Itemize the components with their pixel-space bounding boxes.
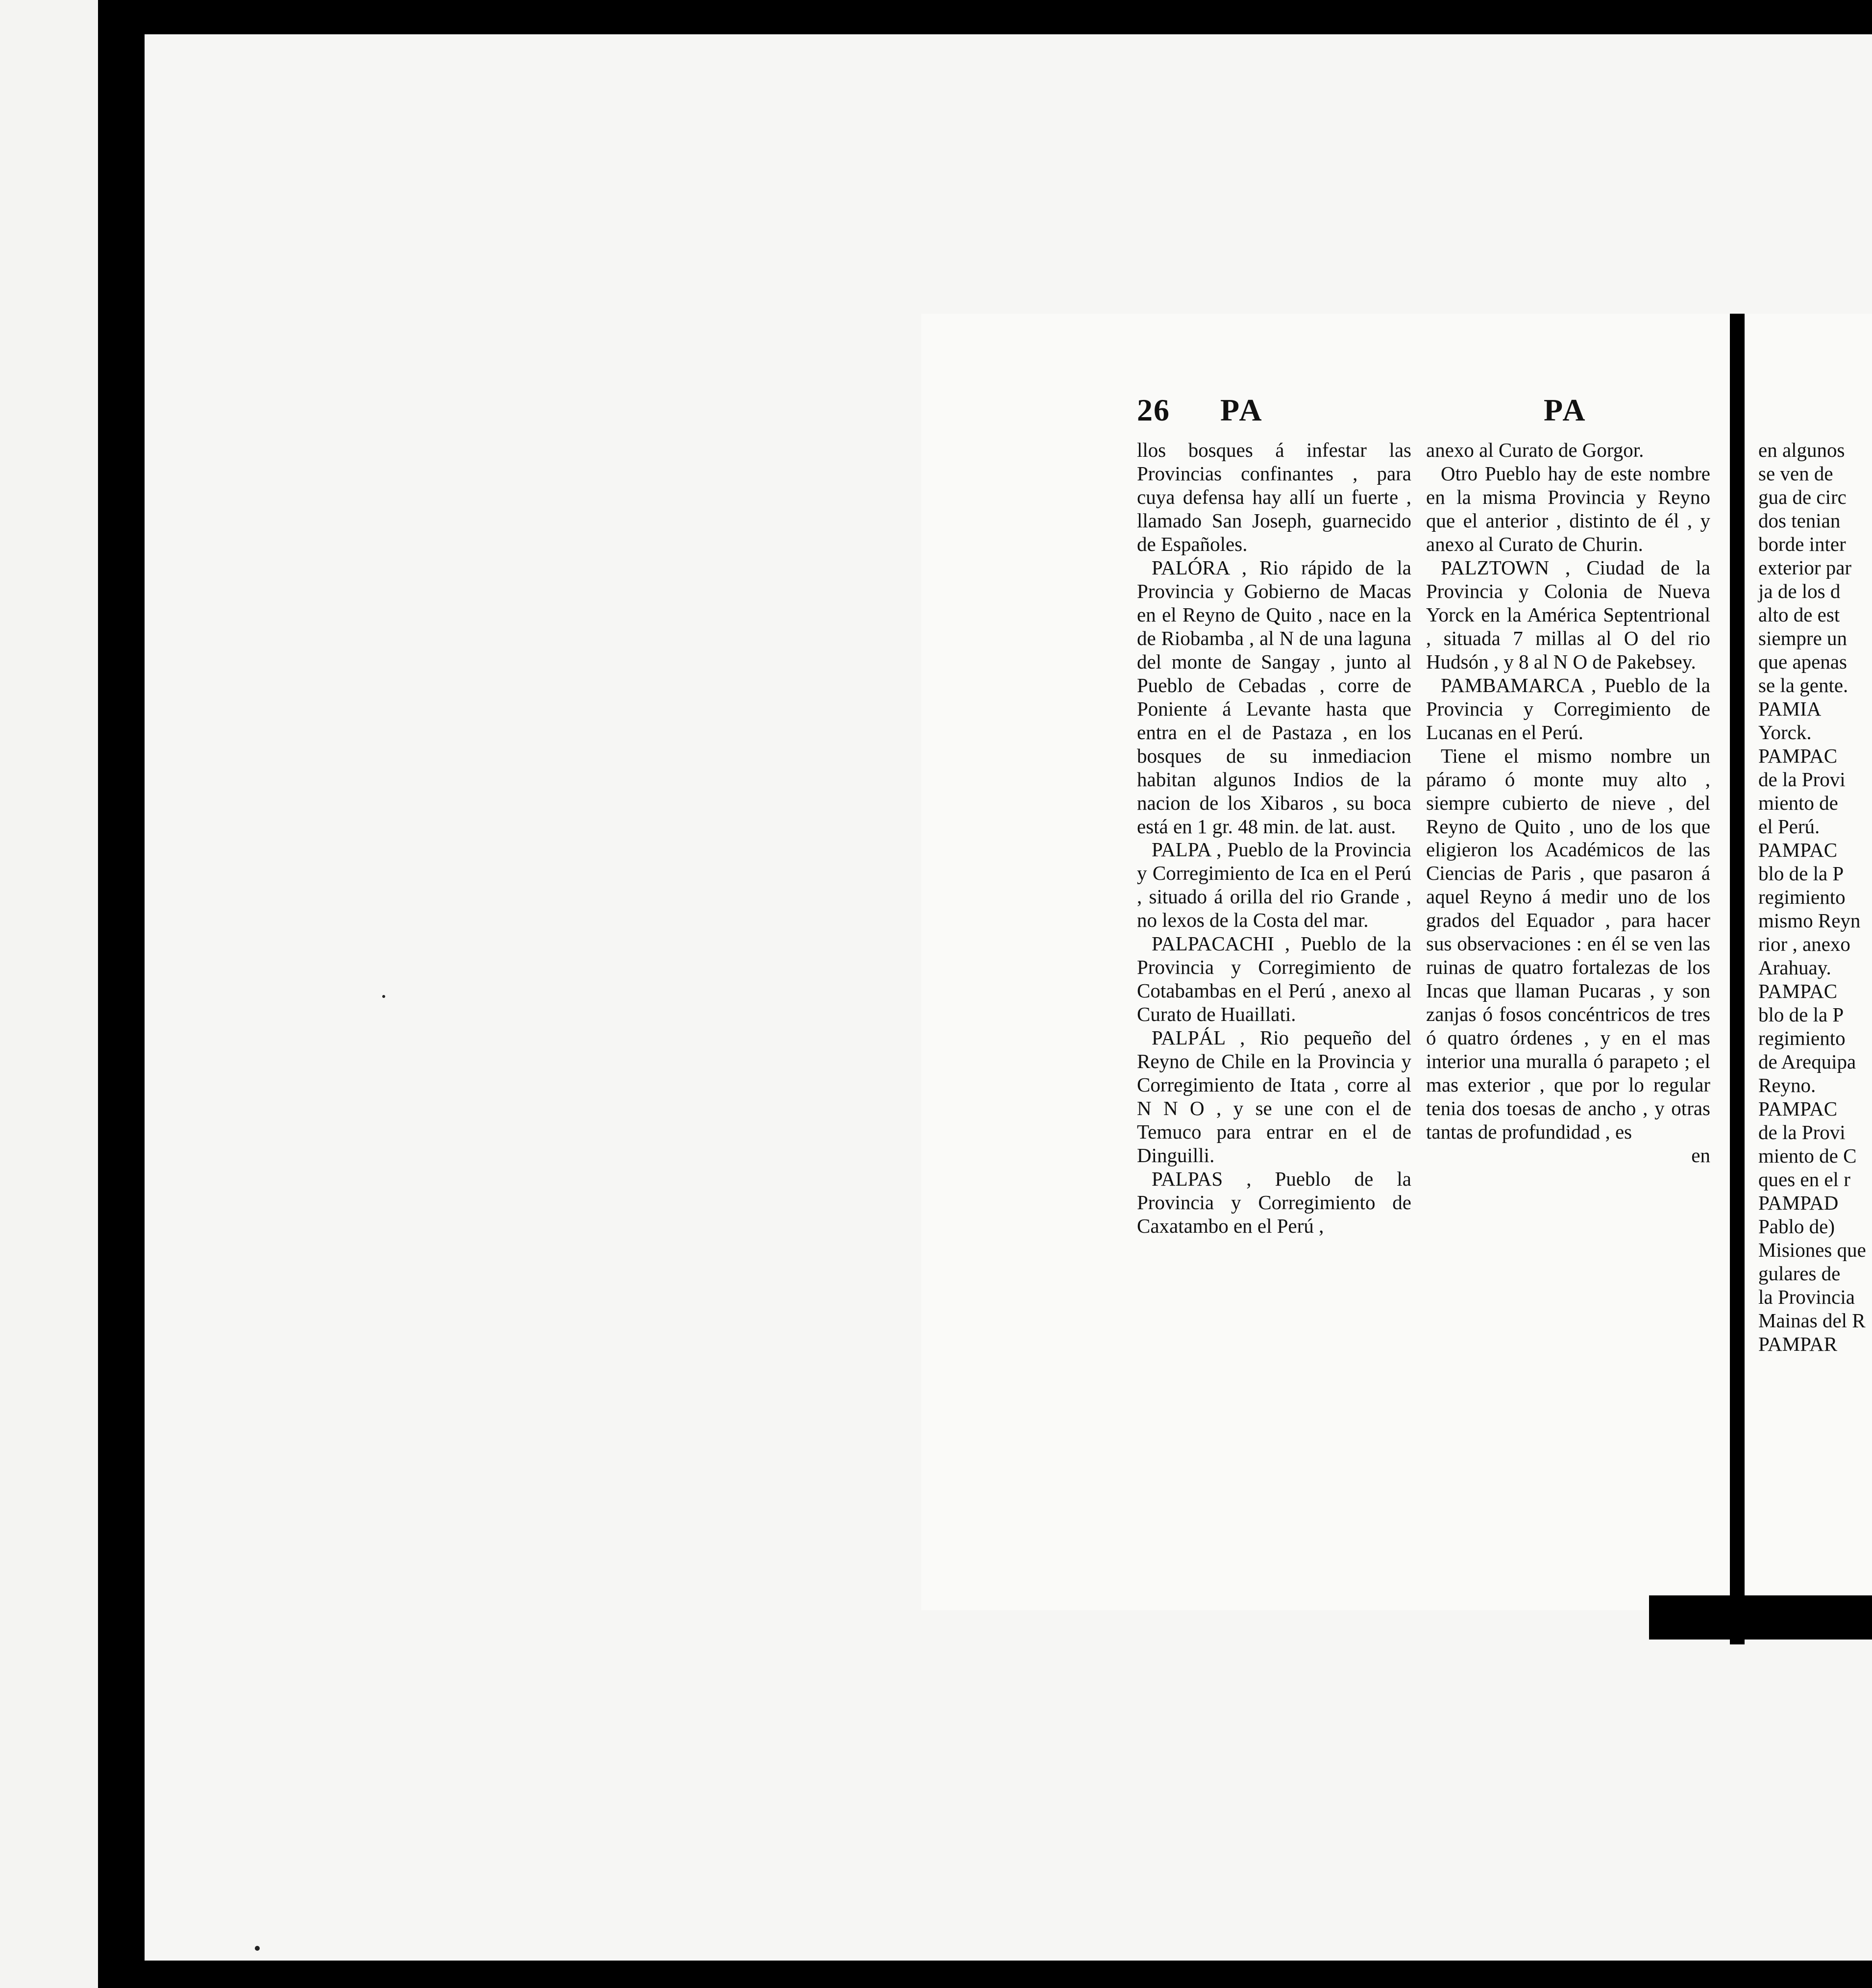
line: PAMPAC bbox=[1758, 1097, 1838, 1120]
facing-page-column bbox=[1758, 439, 1872, 1356]
gutter-shadow bbox=[1649, 1595, 1872, 1640]
line: regimiento bbox=[1758, 1027, 1846, 1049]
dust-speck bbox=[255, 1946, 260, 1951]
line: que apenas bbox=[1758, 650, 1847, 673]
entry-palztown: PALZTOWN , Ciudad de la Provincia y Colonia de Nueva Yorck en la América Septentrional , situada 7 millas al O del rio Hudsón , y 8 al N O de Pakebsey. bbox=[1426, 556, 1710, 673]
entry-palpal: PALPÁL , Rio pequeño del Reyno de Chile en la Provincia y Corregimiento de Itata , corre al N N O , y se une con el de Temuco para entrar en el de Dinguilli. bbox=[1137, 1026, 1411, 1167]
line: PAMPAC bbox=[1758, 745, 1838, 767]
line: se la gente. bbox=[1758, 674, 1848, 696]
line: PAMPAR bbox=[1758, 1333, 1838, 1355]
line: gulares de bbox=[1758, 1262, 1841, 1285]
line: Yorck. bbox=[1758, 721, 1812, 744]
dust-speck bbox=[382, 995, 385, 998]
line: gua de circ bbox=[1758, 486, 1847, 508]
line: Pablo de) bbox=[1758, 1215, 1835, 1238]
film-border-left bbox=[98, 0, 145, 1988]
line: Arahuay. bbox=[1758, 956, 1831, 979]
paragraph: Tiene el mismo nombre un páramo ó monte muy alto , siempre cubierto de nieve , del Reyno de Quito , uno de los que eligieron los Académicos de las Ciencias de Paris , que pasaron á aquel Reyno á medir uno de los grados del Equador , para hacer sus observaciones : en él se ven las ruinas de quatro fortalezas de los Incas que llaman Pucaras , y son zanjas ó fosos concéntricos de tres ó quatro órdenes , y en el mas interior una muralla ó parapeto ; el mas exterior , que por lo regular tenia dos toesas de ancho , y otras tantas de profundidad , es bbox=[1426, 744, 1710, 1143]
right-column bbox=[1426, 439, 1710, 1168]
line: Misiones que bbox=[1758, 1239, 1866, 1261]
line: PAMPAC bbox=[1758, 839, 1838, 861]
line: siempre un bbox=[1758, 627, 1847, 649]
header-left: PA bbox=[1220, 393, 1264, 427]
entry-palora: PALÓRA , Rio rápido de la Provincia y Gobierno de Macas en el Reyno de Quito , nace en la de Riobamba , al N de una laguna del monte de Sangay , junto al Pueblo de Cebadas , corre de Poniente á Levante hasta que entra en el de Pastaza , en los bosques de su inmediacion habitan algunos Indios de la nacion de los Xibaros , su boca está en 1 gr. 48 min. de lat. aust. bbox=[1137, 556, 1411, 838]
entry-palpa: PALPA , Pueblo de la Provincia y Corregimiento de Ica en el Perú , situado á orilla del rio Grande , no lexos de la Costa del mar. bbox=[1137, 838, 1411, 932]
line: se ven de bbox=[1758, 462, 1833, 485]
line: de Arequipa bbox=[1758, 1050, 1856, 1073]
line: alto de est bbox=[1758, 603, 1840, 626]
paragraph: llos bosques á infestar las Provincias confinantes , para cuya defensa hay allí un fuerte , llamado San Joseph, guarnecido de Españoles. bbox=[1137, 439, 1411, 555]
line: miento de bbox=[1758, 792, 1838, 814]
paragraph: anexo al Curato de Gorgor. bbox=[1426, 439, 1644, 461]
entry-palpas: PALPAS , Pueblo de la Provincia y Corregimiento de Caxatambo en el Perú , bbox=[1137, 1168, 1411, 1237]
line: PAMPAC bbox=[1758, 980, 1838, 1002]
paragraph: Otro Pueblo hay de este nombre en la misma Provincia y Reyno que el anterior , distinto de él , y anexo al Curato de Churin. bbox=[1426, 462, 1710, 555]
line: ja de los d bbox=[1758, 580, 1841, 602]
entry-palpacachi: PALPACACHI , Pueblo de la Provincia y Corregimiento de Cotabambas en el Perú , anexo al Curato de Huaillati. bbox=[1137, 932, 1411, 1026]
line: PAMIA bbox=[1758, 697, 1822, 720]
line: dos tenian bbox=[1758, 509, 1841, 532]
line: regimiento bbox=[1758, 886, 1846, 908]
running-header bbox=[1137, 392, 1715, 446]
line: blo de la P bbox=[1758, 1003, 1844, 1026]
line: de la Provi bbox=[1758, 1121, 1846, 1143]
line: exterior par bbox=[1758, 556, 1852, 579]
line: ques en el r bbox=[1758, 1168, 1850, 1191]
line: la Provincia bbox=[1758, 1286, 1855, 1308]
line: miento de C bbox=[1758, 1144, 1857, 1167]
line: borde inter bbox=[1758, 533, 1846, 555]
line: blo de la P bbox=[1758, 862, 1844, 885]
left-column bbox=[1137, 439, 1411, 1238]
entry-pambamarca: PAMBAMARCA , Pueblo de la Provincia y Corregimiento de Lucanas en el Perú. bbox=[1426, 673, 1710, 744]
header-right: PA bbox=[1544, 393, 1587, 427]
line: en algunos bbox=[1758, 439, 1845, 461]
line: el Perú. bbox=[1758, 815, 1820, 838]
film-edge-left bbox=[0, 0, 98, 1988]
line: de la Provi bbox=[1758, 768, 1846, 791]
line: rior , anexo bbox=[1758, 933, 1850, 955]
line: mismo Reyn bbox=[1758, 909, 1861, 932]
catchword: en bbox=[1691, 1144, 1710, 1167]
page-number: 26 bbox=[1137, 393, 1170, 427]
line: Mainas del R bbox=[1758, 1309, 1866, 1332]
line: PAMPAD bbox=[1758, 1192, 1839, 1214]
line: Reyno. bbox=[1758, 1074, 1816, 1096]
page-gutter bbox=[1730, 314, 1745, 1644]
